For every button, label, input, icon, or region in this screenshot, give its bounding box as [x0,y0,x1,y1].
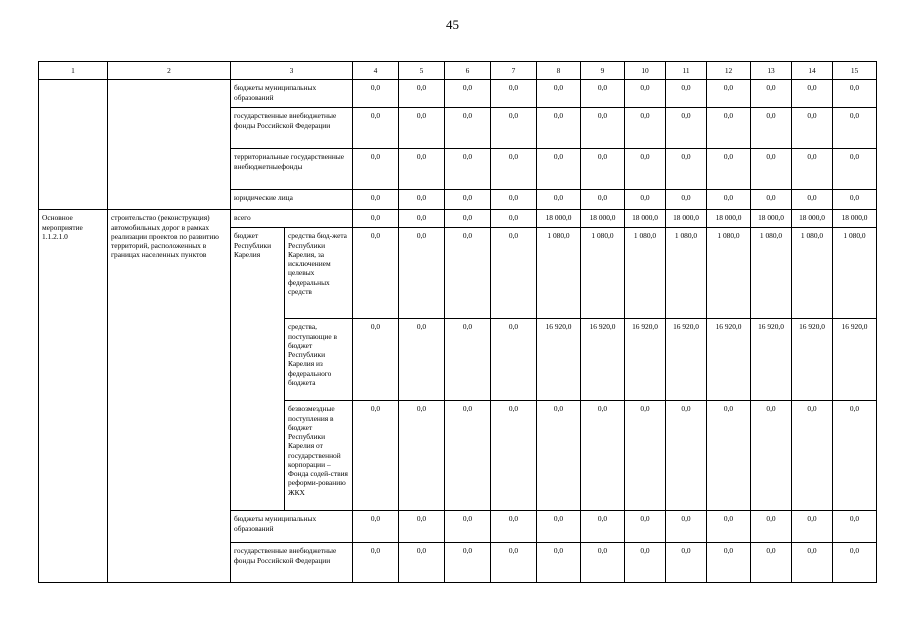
value-cell: 0,0 [399,149,445,190]
value-cell: 0,0 [666,108,707,149]
value-cell: 0,0 [537,80,581,108]
header-cell: 3 [231,62,353,80]
value-cell: 0,0 [666,80,707,108]
value-cell: 0,0 [707,511,751,543]
value-cell: 16 920,0 [751,319,792,401]
value-cell: 0,0 [537,543,581,583]
value-cell: 0,0 [751,149,792,190]
empty-cell [108,80,231,210]
value-cell: 0,0 [666,543,707,583]
value-cell: 0,0 [445,511,491,543]
value-cell: 0,0 [581,401,625,511]
value-cell: 0,0 [625,543,666,583]
value-cell: 0,0 [751,401,792,511]
page-number: 45 [446,17,459,32]
value-cell: 0,0 [792,108,833,149]
source-label: бюджеты муниципальных образований [231,80,353,108]
value-cell: 0,0 [625,80,666,108]
value-cell: 0,0 [399,511,445,543]
value-cell: 0,0 [537,190,581,210]
header-cell: 8 [537,62,581,80]
value-cell: 0,0 [666,401,707,511]
value-cell: 1 080,0 [833,228,877,319]
header-cell: 15 [833,62,877,80]
source-label: всего [231,210,353,228]
value-cell: 18 000,0 [833,210,877,228]
value-cell: 18 000,0 [751,210,792,228]
value-cell: 0,0 [537,149,581,190]
value-cell: 0,0 [751,511,792,543]
activity-description: строительство (реконструкция) автомобильных дорог в рамках реализации проектов по развитию территорий, расположенных в границах населенных пунктов [108,210,231,583]
value-cell: 0,0 [625,190,666,210]
value-cell: 18 000,0 [537,210,581,228]
value-cell: 0,0 [666,149,707,190]
value-cell: 0,0 [353,210,399,228]
value-cell: 0,0 [666,511,707,543]
value-cell: 0,0 [399,543,445,583]
header-cell: 7 [491,62,537,80]
value-cell: 0,0 [625,149,666,190]
value-cell: 0,0 [581,149,625,190]
value-cell: 0,0 [833,543,877,583]
value-cell: 0,0 [833,108,877,149]
value-cell: 1 080,0 [707,228,751,319]
source-label: территориальные государственные внебюджетныефонды [231,149,353,190]
source-label: средства бюд-жета Республики Карелия, за исключением целевых федеральных средств [285,228,353,319]
value-cell: 1 080,0 [666,228,707,319]
source-label: бюджеты муниципальных образований [231,511,353,543]
value-cell: 0,0 [833,401,877,511]
header-cell: 4 [353,62,399,80]
header-cell: 13 [751,62,792,80]
value-cell: 0,0 [537,511,581,543]
value-cell: 0,0 [707,401,751,511]
value-cell: 1 080,0 [792,228,833,319]
source-label: безвозмездные поступления в бюджет Республики Карелия от государственной корпорации – Фонда содей-ствия реформи-рованию ЖКХ [285,401,353,511]
value-cell: 0,0 [707,149,751,190]
empty-cell [39,80,108,210]
value-cell: 0,0 [581,108,625,149]
value-cell: 0,0 [707,80,751,108]
value-cell: 16 920,0 [581,319,625,401]
budget-group-label: бюджет Республики Карелия [231,228,285,511]
value-cell: 0,0 [792,401,833,511]
value-cell: 0,0 [792,190,833,210]
value-cell: 18 000,0 [707,210,751,228]
value-cell: 0,0 [625,511,666,543]
header-cell: 12 [707,62,751,80]
value-cell: 0,0 [491,543,537,583]
value-cell: 0,0 [353,401,399,511]
value-cell: 0,0 [581,511,625,543]
value-cell: 0,0 [792,511,833,543]
value-cell: 18 000,0 [625,210,666,228]
source-label: государственные внебюджетные фонды Российской Федерации [231,108,353,149]
value-cell: 0,0 [707,108,751,149]
value-cell: 0,0 [491,108,537,149]
value-cell: 0,0 [445,80,491,108]
value-cell: 16 920,0 [792,319,833,401]
value-cell: 0,0 [833,80,877,108]
budget-table [38,61,877,583]
value-cell: 0,0 [353,511,399,543]
value-cell: 0,0 [833,511,877,543]
table-row [39,210,877,228]
header-cell: 11 [666,62,707,80]
value-cell: 0,0 [491,210,537,228]
value-cell: 0,0 [491,80,537,108]
value-cell: 0,0 [491,319,537,401]
header-cell: 10 [625,62,666,80]
value-cell: 0,0 [707,190,751,210]
value-cell: 1 080,0 [537,228,581,319]
header-cell: 14 [792,62,833,80]
value-cell: 16 920,0 [707,319,751,401]
value-cell: 18 000,0 [792,210,833,228]
value-cell: 0,0 [399,80,445,108]
header-cell: 9 [581,62,625,80]
header-row [39,62,877,80]
value-cell: 0,0 [792,149,833,190]
value-cell: 16 920,0 [625,319,666,401]
header-cell: 6 [445,62,491,80]
value-cell: 0,0 [399,210,445,228]
value-cell: 0,0 [353,149,399,190]
value-cell: 16 920,0 [537,319,581,401]
value-cell: 0,0 [491,149,537,190]
value-cell: 0,0 [625,401,666,511]
value-cell: 1 080,0 [581,228,625,319]
value-cell: 0,0 [751,543,792,583]
value-cell: 0,0 [537,108,581,149]
value-cell: 0,0 [445,210,491,228]
source-label: государственные внебюджетные фонды Российской Федерации [231,543,353,583]
value-cell: 0,0 [537,401,581,511]
value-cell: 0,0 [751,190,792,210]
value-cell: 1 080,0 [625,228,666,319]
table-row [39,80,877,108]
value-cell: 0,0 [399,401,445,511]
value-cell: 0,0 [581,190,625,210]
activity-code: Основное мероприятие 1.1.2.1.0 [39,210,108,583]
value-cell: 18 000,0 [581,210,625,228]
value-cell: 0,0 [707,543,751,583]
value-cell: 0,0 [399,108,445,149]
value-cell: 0,0 [445,228,491,319]
value-cell: 1 080,0 [751,228,792,319]
value-cell: 0,0 [792,543,833,583]
value-cell: 0,0 [399,319,445,401]
value-cell: 0,0 [445,543,491,583]
value-cell: 0,0 [491,401,537,511]
value-cell: 0,0 [445,108,491,149]
value-cell: 0,0 [833,149,877,190]
value-cell: 18 000,0 [666,210,707,228]
value-cell: 0,0 [833,190,877,210]
value-cell: 0,0 [491,511,537,543]
value-cell: 0,0 [751,108,792,149]
header-cell: 5 [399,62,445,80]
value-cell: 0,0 [353,108,399,149]
value-cell: 16 920,0 [833,319,877,401]
source-label: средства, поступающие в бюджет Республики Карелия из федерального бюджета [285,319,353,401]
value-cell: 0,0 [445,149,491,190]
value-cell: 0,0 [666,190,707,210]
value-cell: 0,0 [399,190,445,210]
source-label: юридические лица [231,190,353,210]
value-cell: 0,0 [353,80,399,108]
header-cell: 2 [108,62,231,80]
value-cell: 0,0 [581,543,625,583]
value-cell: 0,0 [399,228,445,319]
value-cell: 0,0 [792,80,833,108]
value-cell: 16 920,0 [666,319,707,401]
value-cell: 0,0 [491,190,537,210]
value-cell: 0,0 [445,319,491,401]
value-cell: 0,0 [353,228,399,319]
header-cell: 1 [39,62,108,80]
value-cell: 0,0 [625,108,666,149]
value-cell: 0,0 [353,319,399,401]
value-cell: 0,0 [445,401,491,511]
value-cell: 0,0 [445,190,491,210]
value-cell: 0,0 [491,228,537,319]
value-cell: 0,0 [353,190,399,210]
value-cell: 0,0 [581,80,625,108]
value-cell: 0,0 [353,543,399,583]
value-cell: 0,0 [751,80,792,108]
